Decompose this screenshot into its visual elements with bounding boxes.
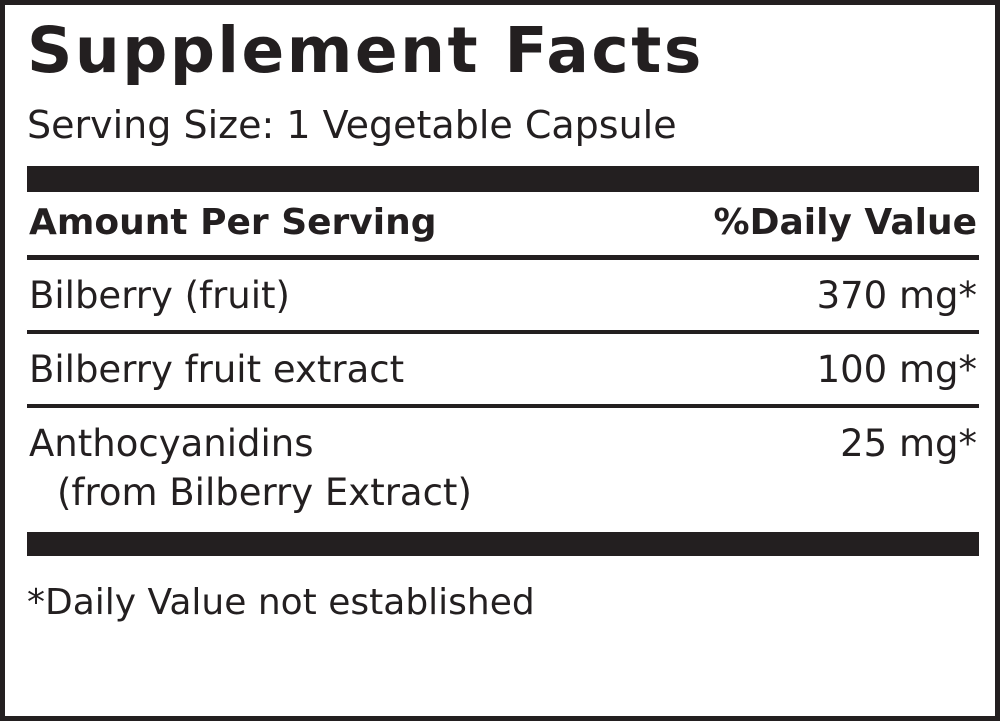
table-row	[27, 260, 979, 330]
ingredient-amount: 100 mg*	[816, 348, 977, 391]
ingredient-amount: 25 mg*	[840, 422, 977, 465]
page-title: Supplement Facts	[27, 14, 704, 87]
serving-size-text: Serving Size: 1 Vegetable Capsule	[27, 103, 677, 147]
column-header-amount: Amount Per Serving	[29, 202, 437, 243]
ingredient-name: Anthocyanidins	[29, 422, 314, 465]
table-row	[27, 334, 979, 404]
footnote-text: *Daily Value not established	[27, 582, 535, 623]
ingredient-name: Bilberry (fruit)	[29, 274, 290, 317]
divider-thick-bottom	[27, 532, 979, 556]
ingredient-source: (from Bilberry Extract)	[57, 471, 472, 514]
table-header-row	[27, 192, 979, 255]
column-header-daily-value: %Daily Value	[713, 202, 977, 243]
divider-thick-top	[27, 166, 979, 192]
table-row	[27, 408, 979, 528]
ingredient-amount: 370 mg*	[816, 274, 977, 317]
label-content	[27, 14, 979, 706]
ingredient-name: Bilberry fruit extract	[29, 348, 405, 391]
